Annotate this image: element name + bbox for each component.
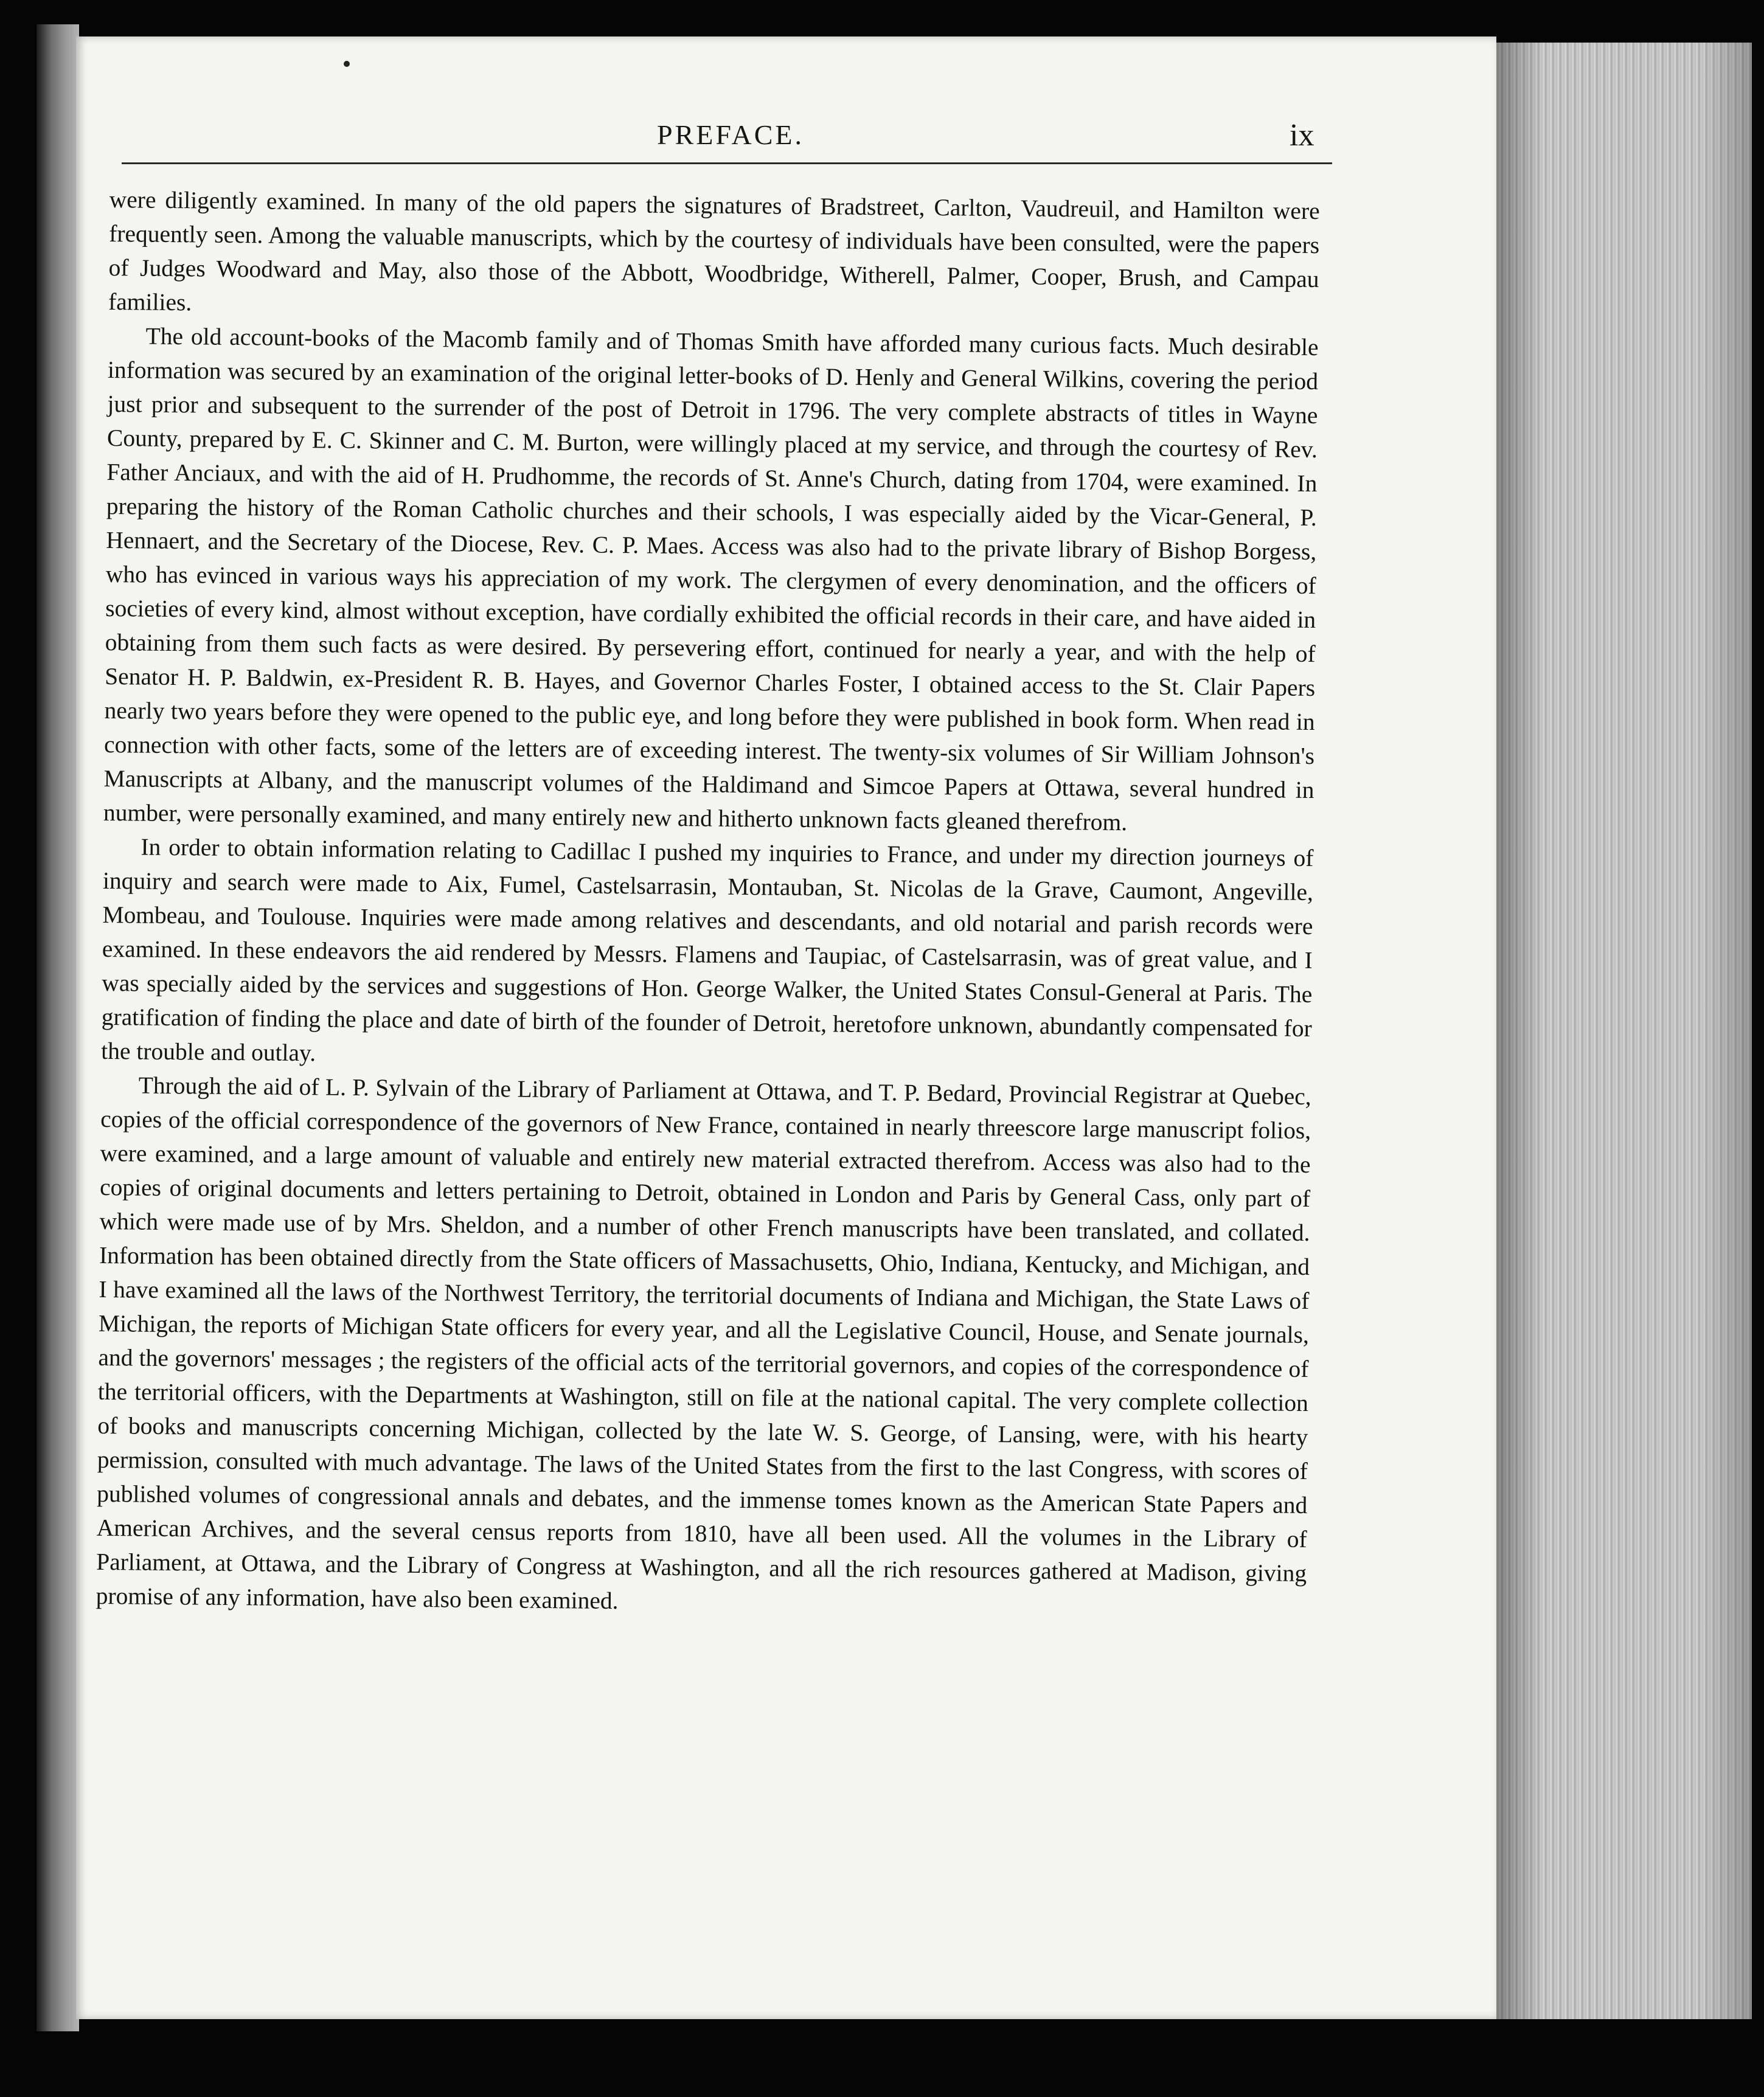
page-number: ix [1290,118,1314,153]
ink-speck [344,61,350,67]
running-head [122,119,1326,167]
paragraph: were diligently examined. In many of the old papers the signatures of Bradstreet, Carlton, Vaudreuil, and Hamilton were frequently seen. Among the valuable manuscripts, which by the courtesy of individuals have been consulted, were the papers of Judges Woodward and May, also those of the Abbott, Woodbridge, Witherell, Palmer, Cooper, Brush, and Campau families. [108,185,1320,316]
book-binding-shadow [36,24,79,2031]
paragraph: The old account-books of the Macomb family and of Thomas Smith have afforded many curious facts. Much desirable information was secured by an examination of the original letter-books of D. Henly and General Wilkins, covering the period just prior and subsequent to the surrender of the post of Detroit in 1796. The very complete abstracts of titles in Wayne County, prepared by E. C. Skinner and C. M. Burton, were willingly placed at my service, and through the courtesy of Rev. Father Anciaux, and with the aid of H. Prudhomme, the records of St. Anne's Church, dating from 1704, were examined. In preparing the history of the Roman Catholic churches and their schools, I was especially aided by the Vicar-General, P. Hennaert, and the Secretary of the Diocese, Rev. C. P. Maes. Access was also had to the private library of Bishop Borgess, who has evinced in various ways his appreciation of my work. The clergymen of every denomination, and the officers of societies of every kind, almost without exception, have cordially exhibited the official records in their care, and have aided in obtaining from them such facts as were desired. By persevering effort, continued for nearly a year, and with the help of Senator H. P. Baldwin, ex-President R. B. Hayes, and Governor Charles Foster, I obtained access to the St. Clair Papers nearly two years before they were opened to the public eye, and long before they were published in book form. When read in connection with other facts, some of the letters are of exceeding interest. The twenty-six volumes of Sir William Johnson's Manuscripts at Albany, and the manuscript volumes of the Haldimand and Simcoe Papers at Ottawa, several hundred in number, were personally examined, and many entirely new and hitherto unknown facts gleaned therefrom. [103,322,1319,836]
paragraph: In order to obtain information relating to Cadillac I pushed my inquiries to France, and under my direction journeys of inquiry and search were made to Aix, Fumel, Castelsarrasin, Montauban, St. Nicolas de la Grave, Caumont, Angeville, Mombeau, and Toulouse. Inquiries were made among relatives and descendants, and old notarial and parish records were examined. In these endeavors the aid rendered by Messrs. Flamens and Taupiac, of Castelsarrasin, was of great value, and I was specially aided by the services and suggestions of Hon. George Walker, the United States Consul-General at Paris. The gratification of finding the place and date of birth of the founder of Detroit, heretofore unknown, abundantly compensated for the trouble and outlay. [101,833,1314,1067]
body-text [95,182,1319,1624]
header-rule [122,162,1332,164]
running-title: PREFACE. [657,119,805,150]
page-edges [1496,43,1752,2019]
paragraph: Through the aid of L. P. Sylvain of the Library of Parliament at Ottawa, and T. P. Bedard, Provincial Registrar at Quebec, copies of the official correspondence of the governors of New France, contained in nearly threescore large manuscript folios, were examined, and a large amount of valuable and entirely new material extracted therefrom. Access was also had to the copies of original documents and letters pertaining to Detroit, obtained in London and Paris by General Cass, only part of which were made use of by Mrs. Sheldon, and a number of other French manuscripts have been translated, and collated. Information has been obtained directly from the State officers of Massachusetts, Ohio, Indiana, Kentucky, and Michigan, and I have examined all the laws of the Northwest Territory, the territorial documents of Indiana and Michigan, the State Laws of Michigan, the reports of Michigan State officers for every year, and all the Legislative Council, House, and Senate journals, and the governors' messages ; the registers of the official acts of the territorial governors, and copies of the correspondence of the territorial officers, with the Departments at Washington, still on file at the national capital. The very complete collection of books and manuscripts concerning Michigan, collected by the late W. S. George, of Lansing, were, with his hearty permission, consulted with much advantage. The laws of the United States from the first to the last Congress, with scores of published volumes of congressional annals and debates, and the immense tomes known as the American State Papers and American Archives, and the several census reports from 1810, have all been used. All the volumes in the Library of Parliament, at Ottawa, and the Library of Congress at Washington, and all the rich resources gathered at Madison, giving promise of any information, have also been examined. [95,1072,1311,1615]
